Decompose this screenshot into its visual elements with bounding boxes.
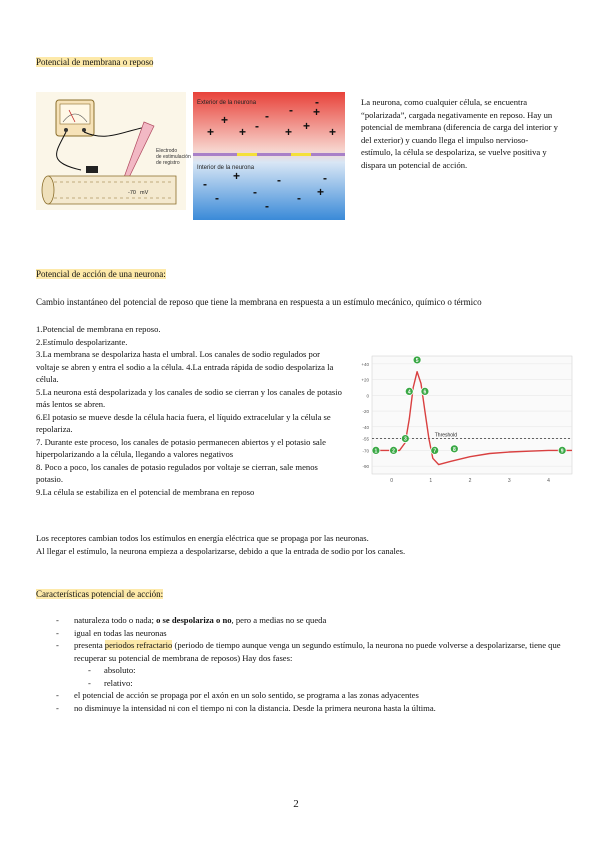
svg-text:+: + [313,105,321,119]
step-marker-label: 1 [374,448,378,455]
meter-value-label: -70 [128,190,136,196]
svg-text:+: + [207,125,215,139]
x-tick-label: 1 [429,478,433,484]
steps-list [36,323,342,498]
svg-text:-: - [277,173,281,187]
section-heading-caracteristicas: Características potencial de acción: [36,589,164,599]
step-item: 2.Estímulo despolarizante. [36,336,128,347]
action-potential-chart [350,350,578,488]
membrane-charge-figure [193,92,345,220]
characteristic-item: - igual en todas las neuronas [56,627,167,638]
svg-text:-: - [203,177,207,191]
definition-text: Cambio instantáneo del potencial de reposo que tiene la membrana en respuesta a un estímulo mecánico, químico o térmico [36,297,482,307]
step-item: 1.Potencial de membrana en reposo. [36,324,161,334]
membrane-charge-diagram [193,92,345,220]
svg-text:-: - [323,171,327,185]
section-heading-reposo: Potencial de membrana o reposo [36,57,154,67]
y-tick-label: +20 [361,377,369,383]
step-marker-label: 8 [452,446,456,453]
svg-text:+: + [285,125,293,139]
svg-text:+: + [303,119,311,133]
svg-text:-: - [315,95,319,109]
svg-text:-: - [289,103,293,117]
closing-line: Al llegar el estímulo, la neurona empieza a despolarizarse, debido a que la entrada de sodio por los canales. [36,545,406,556]
step-marker-label: 9 [560,448,564,455]
x-tick-label: 4 [547,478,550,484]
svg-text:-: - [215,191,219,205]
svg-text:-: - [297,191,301,205]
step-item: 9.La célula se estabiliza en el potencial de membrana en reposo [36,486,255,497]
characteristic-item: - el potencial de acción se propaga por el axón en un solo sentido, se programa a las zonas adyacentes [56,690,419,700]
closing-line: Los receptores cambian todos los estímulos en energía eléctrica que se propaga por las neuronas. [36,533,369,543]
y-tick-label: +40 [361,361,369,367]
meter-unit-label: mV [140,190,149,196]
step-marker-label: 3 [403,436,407,443]
step-item: 6.El potasio se mueve desde la célula hacia fuera, el líquido extracelular y la célula se repolariza. [36,411,331,434]
step-marker-label: 5 [415,357,419,364]
step-item: 3.La membrana se despolariza hasta el umbral. Los canales de sodio regulados por voltaje se abren y entra el sodio a la célula. 4.La entrada rápida de sodio despolariza la célula. [36,349,334,384]
y-tick-label: -20 [362,409,369,415]
step-marker-label: 7 [433,448,437,455]
outside-label: Exterior de la neurona [197,100,257,106]
step-marker-label: 6 [423,389,427,396]
svg-text:+: + [221,113,229,127]
step-marker-label: 2 [392,448,395,455]
characteristic-item: - naturaleza todo o nada; o se despolariza o no, pero a medias no se queda [56,615,327,625]
section-heading-accion: Potencial de acción de una neurona: [36,269,166,279]
y-tick-label: 0 [366,393,369,399]
x-tick-label: 2 [468,478,472,484]
svg-text:-: - [265,199,269,213]
step-item: 7. Durante este proceso, los canales de potasio permanecen abiertos y el potasio sale hiperpolarizando a la célula, llegando a valores negativos [36,436,326,459]
step-marker-label: 4 [407,389,411,396]
threshold-label: Threshold [434,432,457,439]
characteristics-list [56,614,574,714]
svg-text:+: + [317,185,325,199]
svg-text:+: + [329,125,337,139]
svg-text:-: - [265,109,269,123]
x-tick-label: 3 [507,478,511,484]
y-tick-label: -40 [362,424,369,430]
y-tick-label: -90 [362,464,369,470]
svg-text:-: - [253,185,257,199]
y-tick-label: -55 [362,436,369,442]
svg-text:+: + [233,169,241,183]
svg-text:+: + [239,125,247,139]
refractory-subitem: - absoluto: [88,665,136,675]
characteristic-item: - presenta periodos refractario (periodo de tiempo aunque venga un segundo estímulo, la neurona no puede volverse a despolarizarse, tiene que recuperar su potencial de membrana de reposos) Hay dos fases: [56,640,561,663]
refractory-subitem: - relativo: [88,677,133,688]
step-item: 5.La neurona está despolarizada y los canales de sodio se cierran y los canales de potasio más lentos se abren. [36,386,342,409]
svg-text:-: - [255,119,259,133]
x-tick-label: 0 [390,478,393,484]
electrode-label: Electrodo de estimulación de registro [156,148,191,166]
closing-paragraphs [36,532,576,557]
page-number: 2 [293,798,299,810]
y-tick-label: -70 [362,448,369,454]
action-potential-chart-container [350,350,578,488]
step-item: 8. Poco a poco, los canales de potasio regulados por voltaje se cierran, sale menos potasio. [36,461,318,484]
inside-label: Interior de la neurona [197,165,255,171]
characteristic-item: - no disminuye la intensidad ni con el tiempo ni con la distancia. Desde la primera neurona hasta la última. [56,702,436,713]
reposo-paragraph: La neurona, como cualquier célula, se encuentra “polarizada”, cargada negativamente en reposo. Hay un potencial de membrana (diferencia de carga del interior y del exterior) y cuando llega el impulso nervioso- estímulo, la célula se despolariza, se vuelve positiva y dispara un potencial de acción. [361,97,558,170]
